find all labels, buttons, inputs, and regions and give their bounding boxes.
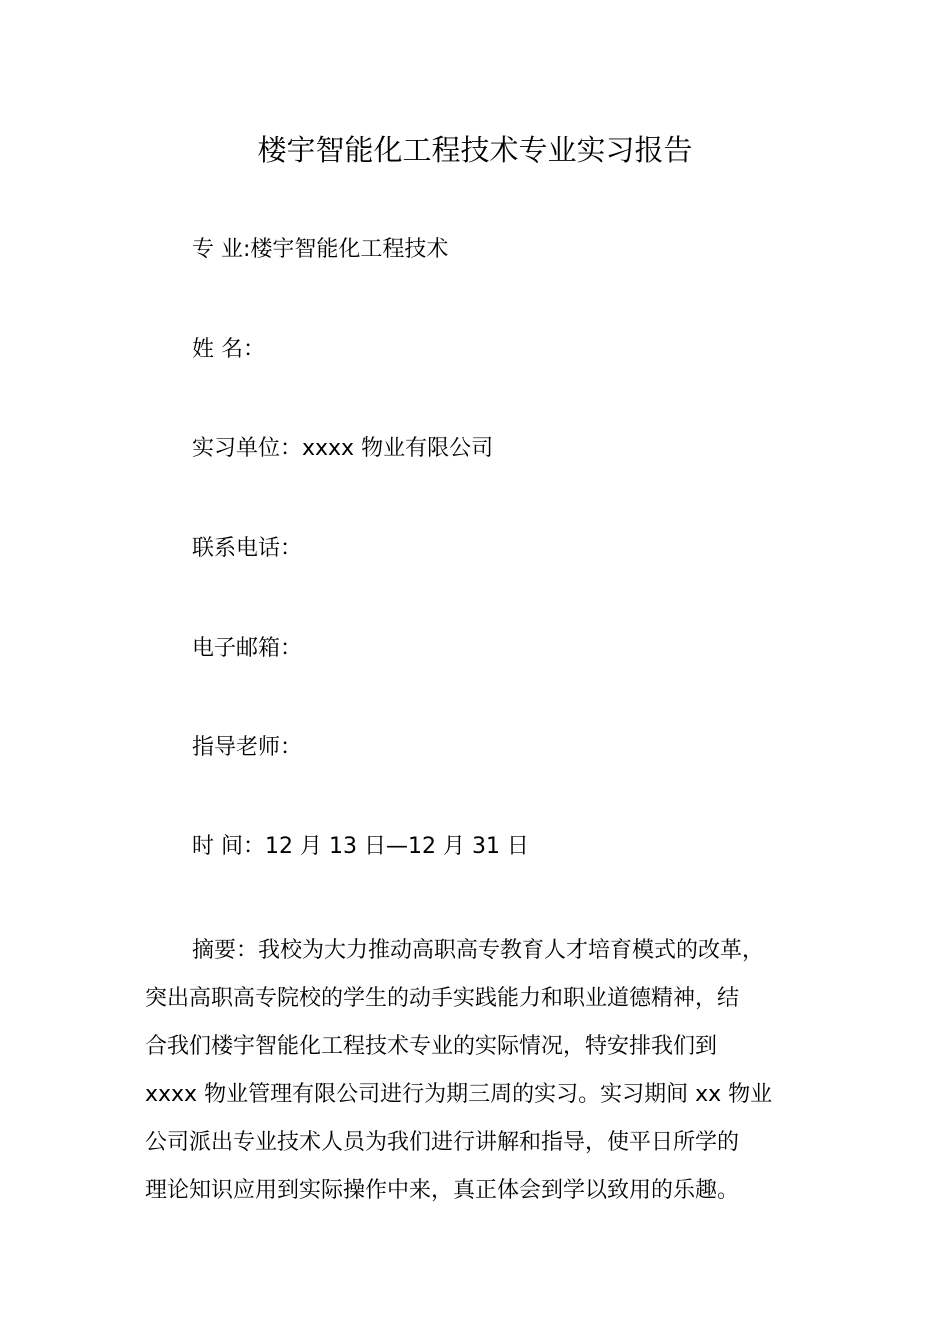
abstract-line: 合我们楼宇智能化工程技术专业的实际情况，特安排我们到 — [145, 1034, 718, 1059]
time-field: 时 间：12 月 13 日—12 月 31 日 — [192, 834, 529, 859]
abstract-paragraph — [145, 927, 835, 1215]
email-field: 电子邮箱： — [192, 636, 303, 661]
internship-unit-field: 实习单位：xxxx 物业有限公司 — [192, 436, 494, 461]
phone-field: 联系电话： — [192, 536, 303, 561]
abstract-line: 公司派出专业技术人员为我们进行讲解和指导，使平日所学的 — [145, 1130, 740, 1155]
document-title: 楼宇智能化工程技术专业实习报告 — [257, 133, 693, 167]
abstract-line: 理论知识应用到实际操作中来，真正体会到学以致用的乐趣。 — [145, 1178, 740, 1203]
major-field: 专 业:楼宇智能化工程技术 — [192, 237, 449, 262]
abstract-line: xxxx 物业管理有限公司进行为期三周的实习。实习期间 xx 物业 — [145, 1082, 773, 1107]
abstract-line: 摘要：我校为大力推动高职高专教育人才培育模式的改革， — [192, 938, 765, 963]
abstract-line: 突出高职高专院校的学生的动手实践能力和职业道德精神，结 — [145, 986, 740, 1011]
advisor-field: 指导老师： — [192, 735, 303, 760]
name-field: 姓 名： — [192, 337, 265, 362]
